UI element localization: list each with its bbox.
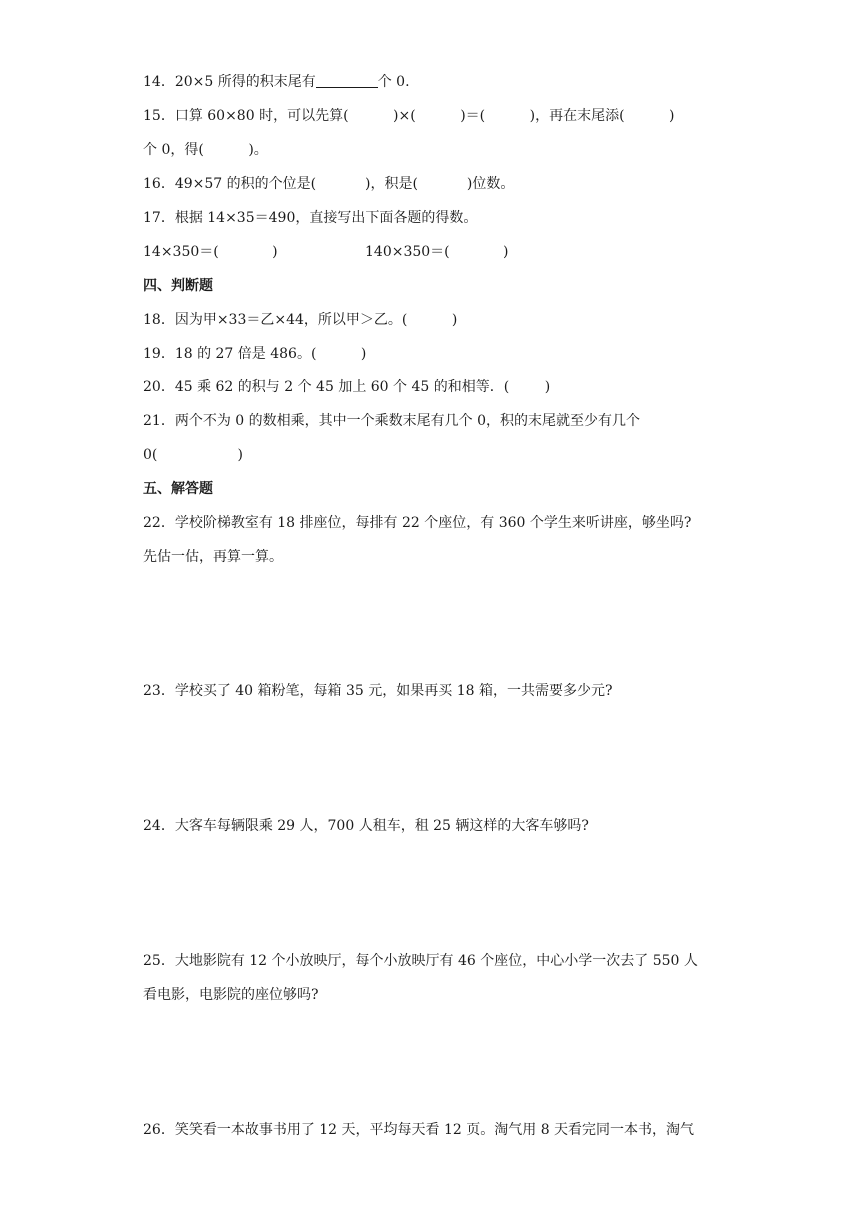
- question-18: 18．因为甲×33＝乙×44，所以甲＞乙。( ): [143, 312, 458, 328]
- question-15-line2: 个 0，得( )。: [143, 142, 268, 158]
- question-22-line2: 先估一估，再算一算。: [143, 549, 283, 565]
- question-22-line1: 22．学校阶梯教室有 18 排座位，每排有 22 个座位，有 360 个学生来听讲座，够坐吗?: [143, 515, 692, 531]
- question-25-line1: 25．大地影院有 12 个小放映厅，每个小放映厅有 46 个座位，中心小学一次去了 550 人: [143, 953, 698, 969]
- question-20: 20．45 乘 62 的积与 2 个 45 加上 60 个 45 的和相等．( ): [143, 379, 551, 395]
- question-17-b: 140×350＝( ): [365, 244, 509, 260]
- question-15-line1: 15．口算 60×80 时，可以先算( )×( )＝( )，再在末尾添( ): [143, 108, 675, 124]
- section-5-title: 五、解答题: [143, 481, 213, 497]
- question-19: 19．18 的 27 倍是 486。( ): [143, 346, 367, 362]
- question-26: 26．笑笑看一本故事书用了 12 天，平均每天看 12 页。淘气用 8 天看完同一本书，淘气: [143, 1122, 695, 1138]
- question-25-line2: 看电影，电影院的座位够吗?: [143, 987, 319, 1003]
- question-16: 16．49×57 的积的个位是( )，积是( )位数。: [143, 176, 515, 192]
- section-4-title: 四、判断题: [143, 278, 213, 294]
- answer-blank: [316, 73, 378, 88]
- question-14: 14．20×5 所得的积末尾有 个 0.: [143, 74, 410, 90]
- question-23: 23．学校买了 40 箱粉笔，每箱 35 元，如果再买 18 箱，一共需要多少元?: [143, 683, 613, 699]
- question-21-line1: 21．两个不为 0 的数相乘，其中一个乘数末尾有几个 0，积的末尾就至少有几个: [143, 413, 640, 429]
- question-21-line2: 0( ): [143, 447, 243, 463]
- question-17-a: 14×350＝( ): [143, 244, 278, 260]
- question-24: 24．大客车每辆限乘 29 人，700 人租车，租 25 辆这样的大客车够吗?: [143, 818, 589, 834]
- question-17-stem: 17．根据 14×35＝490，直接写出下面各题的得数。: [143, 210, 478, 226]
